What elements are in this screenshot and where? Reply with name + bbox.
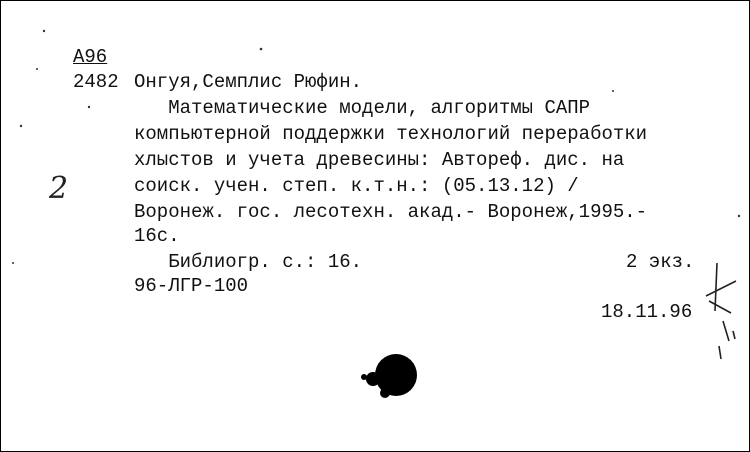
shelf-mark: A96 <box>73 46 108 68</box>
date-stamp: 18.11.96 <box>601 301 693 323</box>
pencil-marks <box>706 263 736 359</box>
accession-number: 2482 <box>73 71 119 93</box>
classification-code: 96-ЛГР-100 <box>134 275 249 297</box>
ink-blot <box>361 354 417 398</box>
card-markings <box>1 1 750 452</box>
bibliography-note: Библиогр. с.: 16. <box>134 251 363 273</box>
title-line-4: соиск. учен. степ. к.т.н.: (05.13.12) / <box>134 175 579 197</box>
title-line-1: Математические модели, алгоритмы САПР <box>134 97 591 119</box>
handwritten-mark: 2 <box>49 171 69 206</box>
title-line-2: компьютерной поддержки технологий переработки <box>134 123 648 145</box>
specks <box>12 30 740 264</box>
copies-count: 2 экз. <box>626 251 695 273</box>
title-line-6: 16с. <box>134 225 180 247</box>
title-line-5: Воронеж. гос. лесотехн. акад.- Воронеж,1995.- <box>134 201 648 223</box>
author-heading: Онгуя,Семплис Рюфин. <box>134 71 363 93</box>
title-line-3: хлыстов и учета древесины: Автореф. дис. на <box>134 149 625 171</box>
